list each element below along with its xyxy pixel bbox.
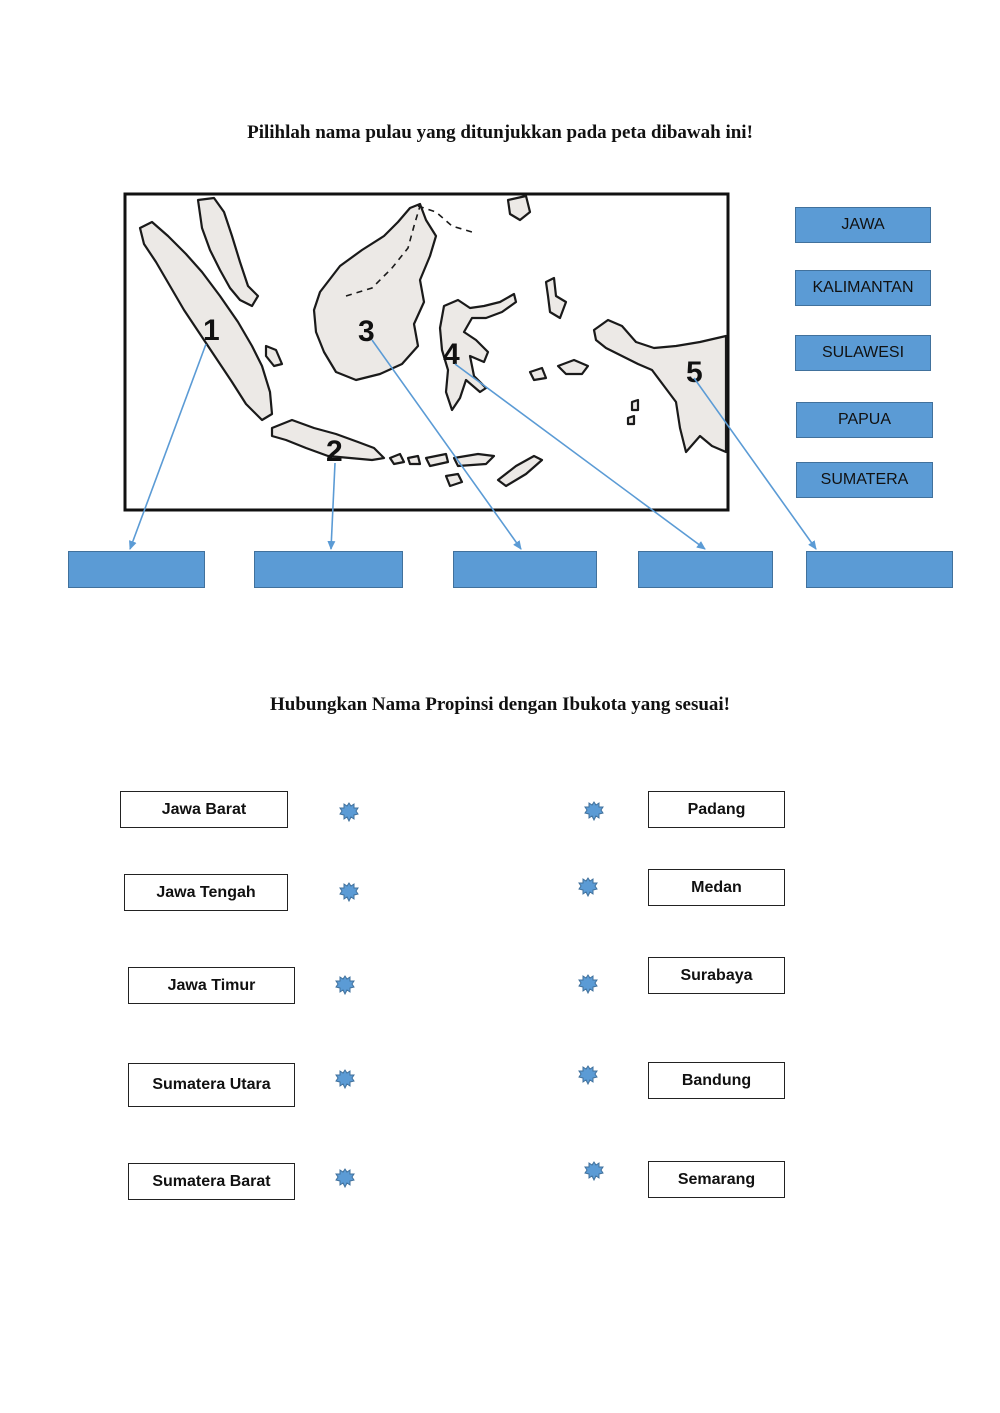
connector-dot-left-5[interactable] bbox=[335, 1168, 355, 1188]
option-kalimantan[interactable]: KALIMANTAN bbox=[795, 270, 931, 306]
province-jawa-tengah: Jawa Tengah bbox=[124, 874, 288, 911]
connector-dot-right-2[interactable] bbox=[578, 877, 598, 897]
map-number-5: 5 bbox=[686, 356, 703, 389]
connector-dot-right-3[interactable] bbox=[578, 974, 598, 994]
province-jawa-timur: Jawa Timur bbox=[128, 967, 295, 1004]
province-jawa-barat: Jawa Barat bbox=[120, 791, 288, 828]
capital-surabaya: Surabaya bbox=[648, 957, 785, 994]
option-sumatera[interactable]: SUMATERA bbox=[796, 462, 933, 498]
connector-dot-right-1[interactable] bbox=[584, 801, 604, 821]
island-lombok bbox=[408, 456, 420, 464]
capital-semarang: Semarang bbox=[648, 1161, 785, 1198]
map-question-title: Pilihlah nama pulau yang ditunjukkan pada peta dibawah ini! bbox=[247, 122, 753, 143]
connector-dot-right-5[interactable] bbox=[584, 1161, 604, 1181]
province-sumatera-barat: Sumatera Barat bbox=[128, 1163, 295, 1200]
map-number-4: 4 bbox=[443, 338, 460, 371]
capital-medan: Medan bbox=[648, 869, 785, 906]
connector-dot-left-2[interactable] bbox=[339, 882, 359, 902]
option-papua[interactable]: PAPUA bbox=[796, 402, 933, 438]
connector-dot-left-4[interactable] bbox=[335, 1069, 355, 1089]
capital-bandung: Bandung bbox=[648, 1062, 785, 1099]
connector-dot-left-1[interactable] bbox=[339, 802, 359, 822]
connector-dot-right-4[interactable] bbox=[578, 1065, 598, 1085]
connector-dot-left-3[interactable] bbox=[335, 975, 355, 995]
map-number-1: 1 bbox=[203, 314, 220, 347]
answer-slot-1[interactable] bbox=[68, 551, 205, 588]
province-sumatera-utara: Sumatera Utara bbox=[128, 1063, 295, 1107]
option-jawa[interactable]: JAWA bbox=[795, 207, 931, 243]
answer-slot-5[interactable] bbox=[806, 551, 953, 588]
answer-slot-3[interactable] bbox=[453, 551, 597, 588]
option-sulawesi[interactable]: SULAWESI bbox=[795, 335, 931, 371]
map-number-2: 2 bbox=[326, 435, 343, 468]
answer-slot-4[interactable] bbox=[638, 551, 773, 588]
indonesia-map-figure bbox=[0, 0, 1000, 620]
capital-padang: Padang bbox=[648, 791, 785, 828]
map-number-3: 3 bbox=[358, 315, 375, 348]
island-small-1 bbox=[632, 400, 638, 410]
answer-slot-2[interactable] bbox=[254, 551, 403, 588]
island-small-2 bbox=[628, 416, 634, 424]
match-question-title: Hubungkan Nama Propinsi dengan Ibukota yang sesuai! bbox=[269, 694, 731, 715]
